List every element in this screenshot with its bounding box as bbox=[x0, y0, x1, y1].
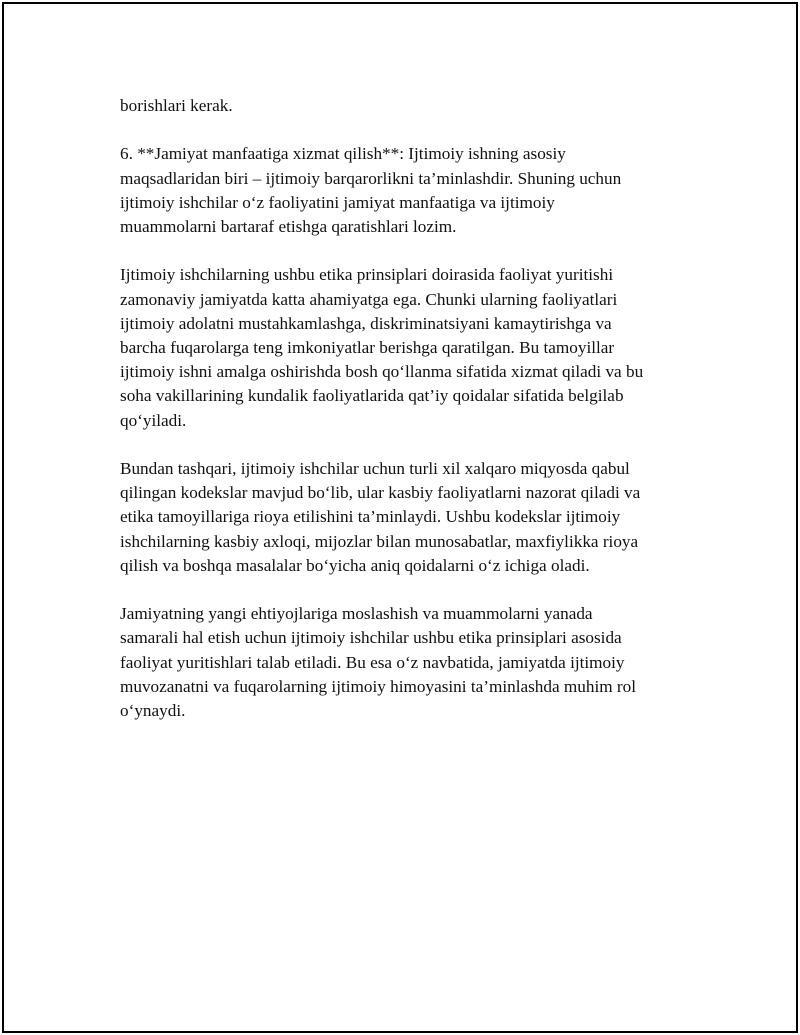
text-line: barcha fuqarolarga teng imkoniyatlar berishga qaratilgan. Bu tamoyillar bbox=[120, 338, 615, 357]
text-line: qilish va boshqa masalalar bo‘yicha aniq qoidalarni o‘z ichiga oladi. bbox=[120, 555, 590, 575]
text-line: ijtimoiy ishchilar o‘z faoliyatini jamiyat manfaatiga va ijtimoiy bbox=[120, 192, 555, 212]
paragraph-3 bbox=[120, 263, 700, 432]
paragraph-5 bbox=[120, 602, 700, 723]
text-line: Ijtimoiy ishchilarning ushbu etika prinsiplari doirasida faoliyat yuritishi bbox=[120, 265, 614, 285]
text-line: soha vakillarining kundalik faoliyatlarida qat’iy qoidalar sifatida belgilab bbox=[120, 386, 624, 406]
text-line: muvozanatni va fuqarolarning ijtimoiy himoyasini ta’minlashda muhim rol bbox=[120, 676, 637, 696]
text-line: zamonaviy jamiyatda katta ahamiyatga ega. Chunki ularning faoliyatlari bbox=[120, 289, 618, 309]
text-line: faoliyat yuritishlari talab etiladi. Bu esa o‘z navbatida, jamiyatda ijtimoiy bbox=[120, 652, 625, 672]
text-line: maqsadlaridan biri – ijtimoiy barqarorlikni ta’minlashdir. Shuning uchun bbox=[120, 168, 622, 188]
text-line: qo‘yiladi. bbox=[120, 410, 187, 430]
text-line: etika tamoyillariga rioya etilishini ta’minlaydi. Ushbu kodekslar ijtimoiy bbox=[120, 507, 621, 527]
paragraph-4 bbox=[120, 457, 700, 578]
text-line: o‘ynaydi. bbox=[120, 701, 186, 721]
text-line: 6. **Jamiyat manfaatiga xizmat qilish**: Ijtimoiy ishning asosiy bbox=[120, 144, 566, 164]
text-line: Jamiyatning yangi ehtiyojlariga moslashish va muammolarni yanada bbox=[120, 604, 593, 624]
text-line: ijtimoiy adolatni mustahkamlashga, diskriminatsiyani kamaytirishga va bbox=[120, 313, 612, 333]
document-page bbox=[2, 2, 798, 1033]
text-line: muammolarni bartaraf etishga qaratishlari lozim. bbox=[120, 217, 457, 236]
paragraph-1 bbox=[120, 94, 700, 118]
paragraph-2 bbox=[120, 142, 700, 239]
text-line: samarali hal etish uchun ijtimoiy ishchilar ushbu etika prinsiplari asosida bbox=[120, 628, 622, 648]
text-line: Bundan tashqari, ijtimoiy ishchilar uchun turli xil xalqaro miqyosda qabul bbox=[120, 459, 630, 478]
text-line: ijtimoiy ishni amalga oshirishda bosh qo‘llanma sifatida xizmat qiladi va bu bbox=[120, 362, 644, 382]
document-body bbox=[120, 94, 700, 747]
text-line: ishchilarning kasbiy axloqi, mijozlar bilan munosabatlar, maxfiylikka rioya bbox=[120, 531, 639, 551]
text-line: borishlari kerak. bbox=[120, 96, 233, 115]
text-line: qilingan kodekslar mavjud bo‘lib, ular kasbiy faoliyatlarni nazorat qiladi va bbox=[120, 483, 641, 503]
